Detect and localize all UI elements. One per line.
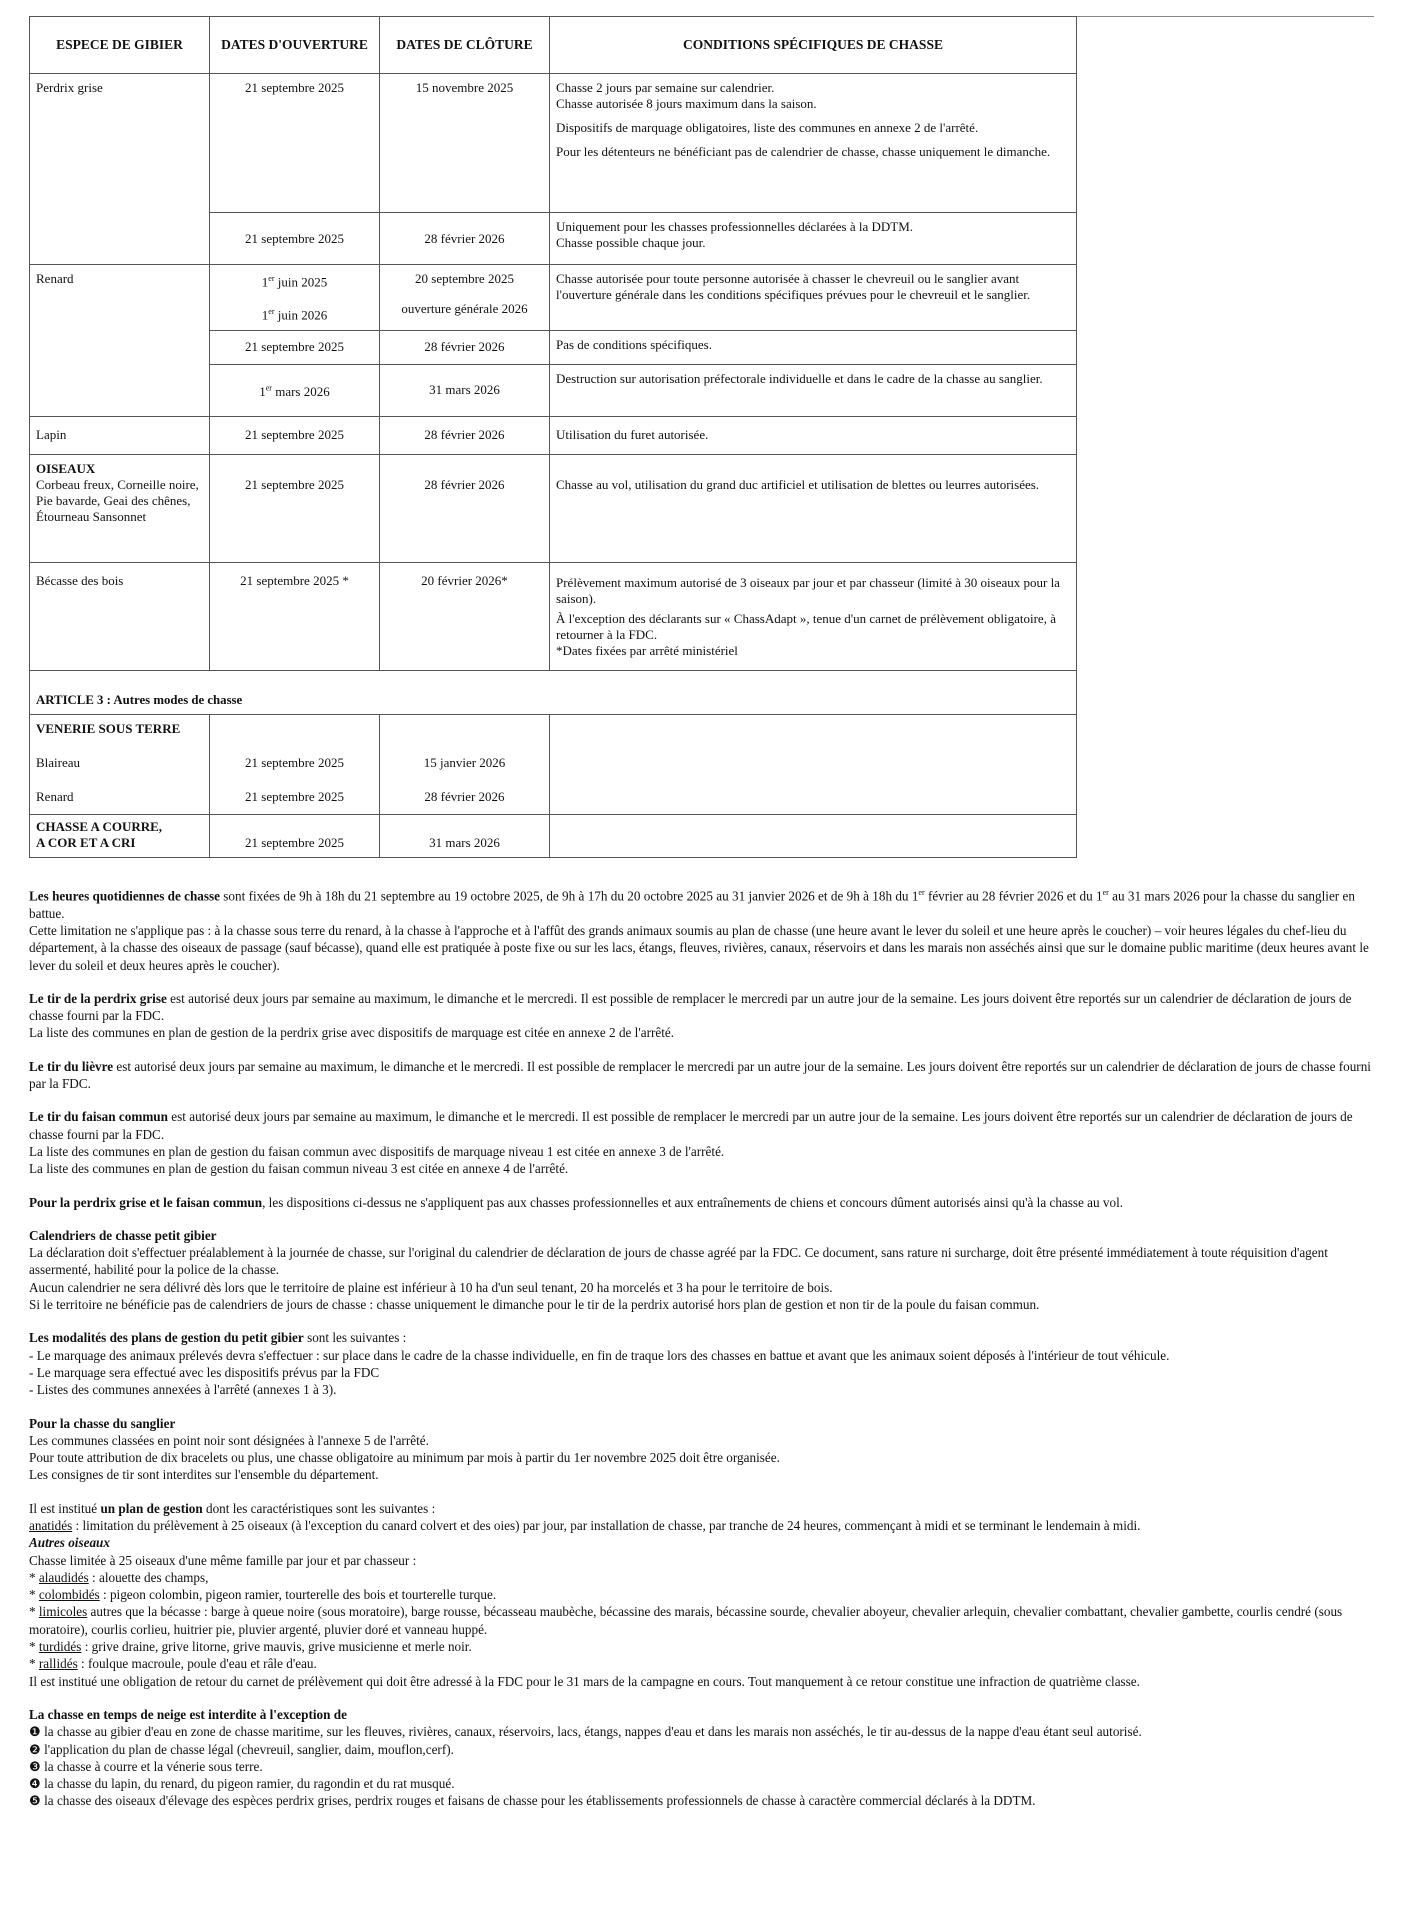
close-date-cell [380,330,550,364]
close-date-cell [380,780,550,814]
paragraph-lievre: Le tir du lièvre est autorisé deux jours par semaine au maximum, le dimanche et le mercredi. Il est possible de remplacer le mercredi par un autre jour de la semaine. Les jours doivent être reportés sur un calendrier de déclaration de jours de chasse fourni par la FDC. [29,1058,1371,1092]
close-date: 28 février 2026 [424,476,505,492]
close-date: 15 novembre 2025 [415,80,514,95]
species-cell-empty [30,330,210,364]
table-row [30,814,1077,857]
close-date-cell [380,213,550,265]
open-date-cell [210,714,380,746]
open-date-cell [210,330,380,364]
species-cell [30,416,210,454]
paragraph-heures: Les heures quotidiennes de chasse sont fixées de 9h à 18h du 21 septembre au 19 octobre 2025, de 9h à 17h du 20 octobre 2025 au 31 janvier 2026 et de 9h à 18h du 1er février au 28 février 2026 et du 1er au 31 mars 2026 pour la chasse du sanglier en battue. Cette limitation ne s'applique pas : à la chasse sous terre du renard, à la chasse à l'approche et à l'affût des grands animaux soumis au plan de chasse (une heure avant le lever du soleil et une heure après le coucher) – voir heures légales du chef-lieu du département, à la chasse des oiseaux de passage (sauf bécasse), quand elle est pratiquée à poste fixe ou sur les lacs, étangs, fleuves, rivières, canaux, réservoirs et dans les marais non asséchés ainsi que sur le domaine public maritime (deux heures avant le lever du soleil et deux heures après le coucher). [29,884,1374,974]
paragraph-text: Aucun calendrier ne sera délivré dès lors que le territoire de plaine est inférieur à 10 ha d'un seul tenant, 20 ha morcelés et 3 ha pour le territoire de bois. [29,1279,833,1295]
conditions-cell [550,330,1077,364]
close-date-cell [380,454,550,562]
paragraph-text: Il est institué une obligation de retour du carnet de prélèvement qui doit être adressé à la FDC pour le 31 mars de la campagne en cours. Tout manquement à ce retour constitue une infraction de quatrième classe. [29,1673,1140,1689]
table-row [30,74,1077,213]
species-cell [30,780,210,814]
close-date: 28 février 2026 [424,230,505,246]
open-date-cell [210,213,380,265]
open-date: 1er mars 2026 [259,383,330,399]
species-label: Corbeau freux, Corneille noire, Pie bavarde, Geai des chênes, Étourneau Sansonnet [36,476,199,524]
condition-text: Uniquement pour les chasses professionnelles déclarées à la DDTM. [556,219,914,234]
paragraph-lead: Le tir du faisan commun [29,1109,168,1125]
species-label: Bécasse des bois [36,572,124,588]
open-date-cell [210,780,380,814]
close-date-cell [380,814,550,857]
list-item: ❺ la chasse des oiseaux d'élevage des espèces perdrix grises, perdrix rouges et faisans de chasse pour les établissements professionnels de chasse à caractère commercial déclarés à la DDTM. [29,1793,1036,1809]
table-row [30,746,1077,780]
conditions-cell [550,454,1077,562]
species-label: Renard [36,271,74,286]
list-item: * rallidés : foulque macroule, poule d'eau et râle d'eau. [29,1656,317,1672]
close-date-cell [380,562,550,670]
conditions-cell [550,416,1077,454]
article-title: : Autres modes de chasse [103,692,243,707]
open-date: 21 septembre 2025 [245,339,344,355]
species-label: Renard [36,788,74,804]
hunting-dates-table-wrapper [29,16,1076,858]
species-label: Blaireau [36,755,81,771]
paragraph-text: La liste des communes en plan de gestion du faisan commun niveau 3 est citée en annexe 4 de l'arrêté. [29,1161,569,1177]
paragraph-text: Cette limitation ne s'applique pas : à la chasse sous terre du renard, à la chasse à l'approche et à l'affût des grands animaux soumis au plan de chasse (une heure avant le lever du soleil et une heure après le coucher) – voir heures légales du chef-lieu du département, à la chasse des oiseaux de passage (sauf bécasse), quand elle est pratiquée à poste fixe ou sur les lacs, étangs, fleuves, rivières, canaux, réservoirs et dans les marais non asséchés ainsi que sur le domaine public maritime (deux heures avant le lever du soleil et deux heures après le coucher). [29,922,1369,973]
close-date: 28 février 2026 [424,788,505,804]
open-date-cell [210,562,380,670]
header-opening-dates: DATES D'OUVERTURE [210,17,380,74]
open-date: 21 septembre 2025 [245,230,344,246]
list-item: ❹ la chasse du lapin, du renard, du pigeon ramier, du ragondin et du rat musqué. [29,1776,455,1792]
close-date: 31 mars 2026 [429,834,500,850]
list-item: ❸ la chasse à courre et la vénerie sous terre. [29,1758,263,1774]
condition-text: Utilisation du furet autorisée. [556,427,709,443]
open-date: 1er juin 2026 [261,307,328,323]
mode-title: VENERIE SOUS TERRE [36,720,181,736]
open-date-cell [210,74,380,213]
condition-text: *Dates fixées par arrêté ministériel [556,642,738,658]
close-date-cell [380,416,550,454]
condition-text: Chasse 2 jours par semaine sur calendrier. [556,80,775,95]
table-header-row [30,17,1077,74]
close-date-cell [380,364,550,416]
condition-text: Chasse autorisée 8 jours maximum dans la saison. [556,96,817,111]
paragraph-text: La déclaration doit s'effectuer préalablement à la journée de chasse, sur l'original du calendrier de déclaration de jours de chasse agréé par la FDC. Ce document, sans rature ni surcharge, doit être présenté immédiatement à toute réquisition d'agent assermenté, habilité pour la police de la chasse. [29,1245,1328,1278]
table-row [30,454,1077,562]
conditions-cell [550,562,1077,670]
list-item: * alaudidés : alouette des champs, [29,1569,209,1585]
paragraph-text: Les consignes de tir sont interdites sur l'ensemble du département. [29,1467,379,1483]
close-date-cell [380,74,550,213]
table-row [30,416,1077,454]
table-row [30,330,1077,364]
hunting-dates-table [29,16,1077,858]
paragraph-text: Les communes classées en point noir sont désignées à l'annexe 5 de l'arrêté. [29,1432,429,1448]
open-date: 21 septembre 2025 [245,755,344,771]
number-3-icon: ❸ [29,1758,41,1774]
close-date: 28 février 2026 [424,427,505,443]
paragraph-perdrix: Le tir de la perdrix grise est autorisé deux jours par semaine au maximum, le dimanche et le mercredi. Il est possible de remplacer le mercredi par un autre jour de la semaine. Les jours doivent être reportés sur un calendrier de déclaration de jours de chasse fourni par la FDC. La liste des communes en plan de gestion de la perdrix grise avec dispositifs de marquage est citée en annexe 2 de l'arrêté. [29,990,1374,1042]
close-date: ouverture générale 2026 [401,301,528,316]
paragraph-lead: un plan de gestion [100,1500,203,1516]
species-cell-empty [30,364,210,416]
close-date: 20 septembre 2025 [415,271,514,286]
paragraph-text: Pour toute attribution de dix bracelets ou plus, une chasse obligatoire au minimum par mois à partir du 1er novembre 2025 doit être organisée. [29,1450,780,1466]
list-item: - Listes des communes annexées à l'arrêté (annexes 1 à 3). [29,1382,337,1398]
section-title: Calendriers de chasse petit gibier [29,1227,217,1243]
paragraph-calendriers [29,1227,1374,1313]
paragraph-lead: Les modalités des plans de gestion du petit gibier [29,1330,304,1346]
number-1-icon: ❶ [29,1724,41,1740]
table-row [30,714,1077,746]
header-species: ESPECE DE GIBIER [30,17,210,74]
conditions-cell [550,714,1077,746]
open-date-cell [210,454,380,562]
species-cell [30,454,210,562]
close-date: 20 février 2026* [421,572,508,588]
open-date-cell [210,746,380,780]
conditions-cell [550,814,1077,857]
conditions-cell [550,265,1077,331]
mode-title: CHASSE A COURRE, [36,818,163,834]
species-cell-empty [30,213,210,265]
paragraph-sanglier [29,1415,1374,1484]
paragraph-text: La liste des communes en plan de gestion du faisan commun avec dispositifs de marquage niveau 1 est citée en annexe 3 de l'arrêté. [29,1143,725,1159]
number-5-icon: ❺ [29,1793,41,1809]
species-cell [30,746,210,780]
conditions-cell [550,364,1077,416]
table-row [30,562,1077,670]
paragraph-perdrix-faisan: Pour la perdrix grise et le faisan commun, les dispositions ci-dessus ne s'appliquent pas aux chasses professionnelles et aux entraînements de chiens et concours dûment autorisés ainsi qu'à la chasse au vol. [29,1194,1124,1210]
species-label: Perdrix grise [36,80,103,95]
section-title: La chasse en temps de neige est interdite à l'exception de [29,1706,347,1722]
close-date: 15 janvier 2026 [423,755,506,771]
open-date-cell [210,364,380,416]
list-item: ❶ la chasse au gibier d'eau en zone de chasse maritime, sur les fleuves, rivières, canaux, réservoirs, lacs, étangs, nappes d'eau et dans les marais non asséchés, le tir au-dessus de la nappe d'eau étant seul autorisé. [29,1724,1142,1740]
conditions-cell [550,74,1077,213]
condition-text: Chasse possible chaque jour. [556,235,706,250]
section-subtitle: Autres oiseaux [29,1535,110,1551]
list-item: * colombidés : pigeon colombin, pigeon ramier, tourterelle des bois et tourterelle turque. [29,1587,497,1603]
condition-text: Prélèvement maximum autorisé de 3 oiseaux par jour et par chasseur (limité à 30 oiseaux pour la saison). [556,574,1060,606]
open-date: 21 septembre 2025 [245,788,344,804]
species-cell [30,562,210,670]
open-date: 21 septembre 2025 [245,80,344,95]
article-3-heading [30,670,1077,714]
open-date: 21 septembre 2025 [245,476,344,492]
mode-title: A COR ET A CRI [36,834,136,850]
species-cell [30,265,210,331]
open-date: 21 septembre 2025 [245,427,344,443]
close-date-cell [380,746,550,780]
close-date: 28 février 2026 [424,339,505,355]
open-date: 21 septembre 2025 [245,834,344,850]
section-title: Pour la chasse du sanglier [29,1415,176,1431]
paragraph-text: Si le territoire ne bénéficie pas de calendriers de jours de chasse : chasse uniquement le dimanche pour le tir de la perdrix autorisé hors plan de gestion et non tir de la poule du faisan commun. [29,1297,1040,1313]
condition-text: Destruction sur autorisation préfectorale individuelle et dans le cadre de la chasse au sanglier. [556,370,1043,386]
condition-text: À l'exception des déclarants sur « ChassAdapt », tenue d'un carnet de prélèvement obligatoire, à retourner à la FDC. [556,610,1056,642]
paragraph-lead: Pour la perdrix grise et le faisan commun [29,1194,263,1210]
open-date-cell [210,814,380,857]
open-date-cell [210,416,380,454]
list-item: - Le marquage sera effectué avec les dispositifs prévus par la FDC [29,1364,380,1380]
list-item: ❷ l'application du plan de chasse légal (chevreuil, sanglier, daim, mouflon,cerf). [29,1741,454,1757]
species-label: Lapin [36,427,67,443]
close-date-cell [380,714,550,746]
paragraph-plan-gestion: Il est institué un plan de gestion dont les caractéristiques sont les suivantes : anatidés : limitation du prélèvement à 25 oiseaux (à l'exception du canard colvert et des oies) par jour, par installation de chasse, par tranche de 24 heures, commençant à midi et se terminant le lendemain à midi. Autres oiseaux Chasse limitée à 25 oiseaux d'une même famille par jour et par chasseur : * alaudidés : alouette des champs, * colombidés : pigeon colombin, pigeon ramier, tourterelle des bois et tourterelle turque. * limicoles autres que la bécasse : barge à queue noire (sous moratoire), barge rousse, bécasseau maubèche, bécassine des marais, bécassine sourde, chevalier aboyeur, chevalier arlequin, chevalier combattant, chevalier gambette, courlis cendré (sous moratoire), courlis corlieu, huitrier pie, pluvier argenté, pluvier doré et vanneau huppé. * turdidés : grive draine, grive litorne, grive mauvis, grive musicienne et merle noir. * rallidés : foulque macroule, poule d'eau et râle d'eau. Il est institué une obligation de retour du carnet de prélèvement qui doit être adressé à la FDC pour le 31 mars de la campagne en cours. Tout manquement à ce retour constitue une infraction de quatrième classe. [29,1500,1374,1690]
header-conditions: CONDITIONS SPÉCIFIQUES DE CHASSE [550,17,1077,74]
list-item: * limicoles autres que la bécasse : barge à queue noire (sous moratoire), barge rousse, bécasseau maubèche, bécassine des marais, bécassine sourde, chevalier aboyeur, chevalier arlequin, chevalier combattant, chevalier gambette, courlis cendré (sous moratoire), courlis corlieu, huitrier pie, pluvier argenté, pluvier doré et vanneau huppé. [29,1604,1343,1637]
species-cell [30,74,210,213]
species-group-title: OISEAUX [36,460,96,476]
table-row [30,213,1077,265]
species-cell [30,814,210,857]
conditions-cell [550,213,1077,265]
header-closing-dates: DATES DE CLÔTURE [380,17,550,74]
article-3-row [30,670,1077,714]
list-item: anatidés : limitation du prélèvement à 25 oiseaux (à l'exception du canard colvert et des oies) par jour, par installation de chasse, par tranche de 24 heures, commençant à midi et se terminant le lendemain à midi. [29,1518,1141,1533]
close-date: 31 mars 2026 [429,382,500,398]
table-row [30,364,1077,416]
paragraph-neige [29,1706,1374,1810]
conditions-cell [550,780,1077,814]
paragraph-lead: Les heures quotidiennes de chasse [29,888,220,904]
open-date: 21 septembre 2025 * [240,572,349,588]
condition-text: Pas de conditions spécifiques. [556,336,712,352]
paragraph-lead: Le tir du lièvre [29,1058,114,1074]
regulation-text [29,884,1374,1826]
paragraph-lead: Le tir de la perdrix grise [29,990,167,1006]
condition-text: Chasse autorisée pour toute personne autorisée à chasser le chevreuil ou le sanglier avant l'ouverture générale dans les conditions spécifiques prévues pour le chevreuil et le sanglier. [556,271,1031,302]
table-row [30,780,1077,814]
condition-text: Dispositifs de marquage obligatoires, liste des communes en annexe 2 de l'arrêté. [556,120,979,135]
close-date-cell [380,265,550,331]
paragraph-faisan: Le tir du faisan commun est autorisé deux jours par semaine au maximum, le dimanche et le mercredi. Il est possible de remplacer le mercredi par un autre jour de la semaine. Les jours doivent être reportés sur un calendrier de déclaration de jours de chasse fourni par la FDC. La liste des communes en plan de gestion du faisan commun avec dispositifs de marquage niveau 1 est citée en annexe 3 de l'arrêté. La liste des communes en plan de gestion du faisan commun niveau 3 est citée en annexe 4 de l'arrêté. [29,1108,1374,1177]
list-item: - Le marquage des animaux prélevés devra s'effectuer : sur place dans le cadre de la chasse individuelle, en fin de traque lors des chasses en battue et avant que les animaux soient déposés à l'intérieur de tout véhicule. [29,1347,1170,1363]
number-4-icon: ❹ [29,1776,41,1792]
venerie-title-cell [30,714,210,746]
number-2-icon: ❷ [29,1741,41,1757]
open-date-cell [210,265,380,331]
paragraph-modalites: Les modalités des plans de gestion du petit gibier sont les suivantes : - Le marquage des animaux prélevés devra s'effectuer : sur place dans le cadre de la chasse individuelle, en fin de traque lors des chasses en battue et avant que les animaux soient déposés à l'intérieur de tout véhicule. - Le marquage sera effectué avec les dispositifs prévus par la FDC - Listes des communes annexées à l'arrêté (annexes 1 à 3). [29,1329,1374,1398]
open-date: 1er juin 2025 [261,274,328,290]
condition-text: Chasse au vol, utilisation du grand duc artificiel et utilisation de blettes ou leurres autorisées. [556,476,1040,492]
list-item: * turdidés : grive draine, grive litorne, grive mauvis, grive musicienne et merle noir. [29,1639,472,1655]
condition-text: Pour les détenteurs ne bénéficiant pas de calendrier de chasse, chasse uniquement le dimanche. [556,144,1051,159]
table-row [30,265,1077,331]
paragraph-text: La liste des communes en plan de gestion de la perdrix grise avec dispositifs de marquage est citée en annexe 2 de l'arrêté. [29,1025,675,1041]
article-label: ARTICLE 3 [36,692,104,707]
conditions-cell [550,746,1077,780]
paragraph-text: Chasse limitée à 25 oiseaux d'une même famille par jour et par chasseur : [29,1552,417,1568]
